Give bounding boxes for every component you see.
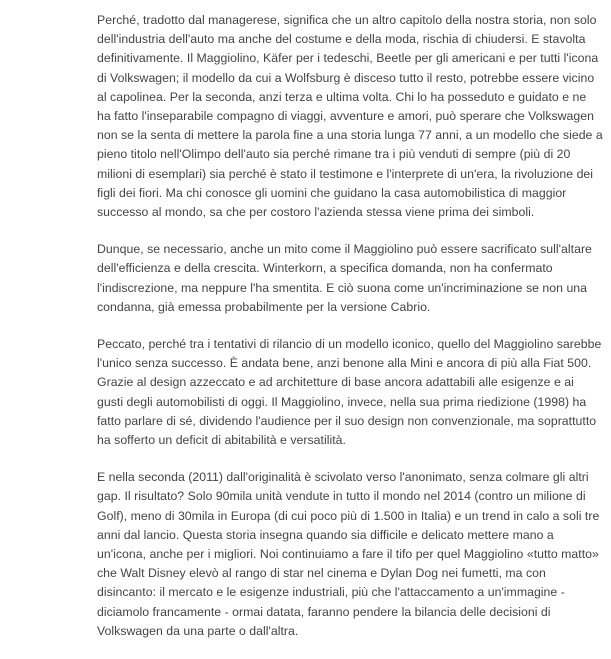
article-body [97, 11, 603, 659]
article-paragraph-2: Dunque, se necessario, anche un mito come il Maggiolino può essere sacrificato sull'altare dell'efficienza e della crescita. Winterkorn, a specifica domanda, non ha confermato l'indiscrezione, ma neppure l'ha smentita. E ciò suona come un'incriminazione se non una condanna, già emessa probabilmente per la versione Cabrio. [97, 242, 592, 314]
article-paragraph-4: E nella seconda (2011) dall'originalità è scivolato verso l'anonimato, senza colmare gli altri gap. Il risultato? Solo 90mila unità vendute in tutto il mondo nel 2014 (contro un milione di Golf), meno di 30mila in Europa (di cui poco più di 1.500 in Italia) e un trend in calo a soli tre anni dal lancio. Questa storia insegna quando sia difficile e delicato mettere mano a un'icona, anche per i migliori. Noi continuiamo a fare il tifo per quel Maggiolino «tutto matto» che Walt Disney elevò al rango di star nel cinema e Dylan Dog nei fumetti, ma con disincanto: il mercato e le esigenze industriali, più che l'attaccamento a un'immagine - diciamolo francamente - ormai datata, faranno pendere la bilancia delle decisioni di Volkswagen da una parte o dall'altra. [97, 470, 600, 638]
article-paragraph-3: Peccato, perché tra i tentativi di rilancio di un modello iconico, quello del Maggiolino sarebbe l'unico senza successo. È andata bene, anzi benone alla Mini e ancora di più alla Fiat 500. Grazie al design azzeccato e ad architetture di base ancora adattabili alle esigenze e ai gusti degli automobilisti di oggi. Il Maggiolino, invece, nella sua prima riedizione (1998) ha fatto parlare di sé, dividendo l'audience per il suo design non convenzionale, ma soprattutto ha sofferto un deficit di abitabilità e versatilità. [97, 337, 602, 448]
article-paragraph-1: Perché, tradotto dal managerese, significa che un altro capitolo della nostra storia, non solo dell'industria dell'auto ma anche del costume e della moda, rischia di chiudersi. E stavolta definitivamente. Il Maggiolino, Käfer per i tedeschi, Beetle per gli americani e per tutti l'icona di Volkswagen; il modello da cui a Wolfsburg è disceso tutto il resto, potrebbe essere vicino al capolinea. Per la seconda, anzi terza e ultima volta. Chi lo ha posseduto e guidato e ne ha fatto l'inseparabile compagno di viaggi, avventure e amori, può sperare che Volkswagen non se la senta di mettere la parola fine a una storia lunga 77 anni, a un modello che siede a pieno titolo nell'Olimpo dell'auto sia perché rimane tra i più venduti di sempre (più di 20 milioni di esemplari) sia perché è stato il testimone e l'interprete di un'era, la rivoluzione dei figli dei fiori. Ma chi conosce gli uomini che guidano la casa automobilistica di maggior successo al mondo, sa che per costoro l'azienda stessa viene prima dei simboli. [97, 13, 603, 220]
